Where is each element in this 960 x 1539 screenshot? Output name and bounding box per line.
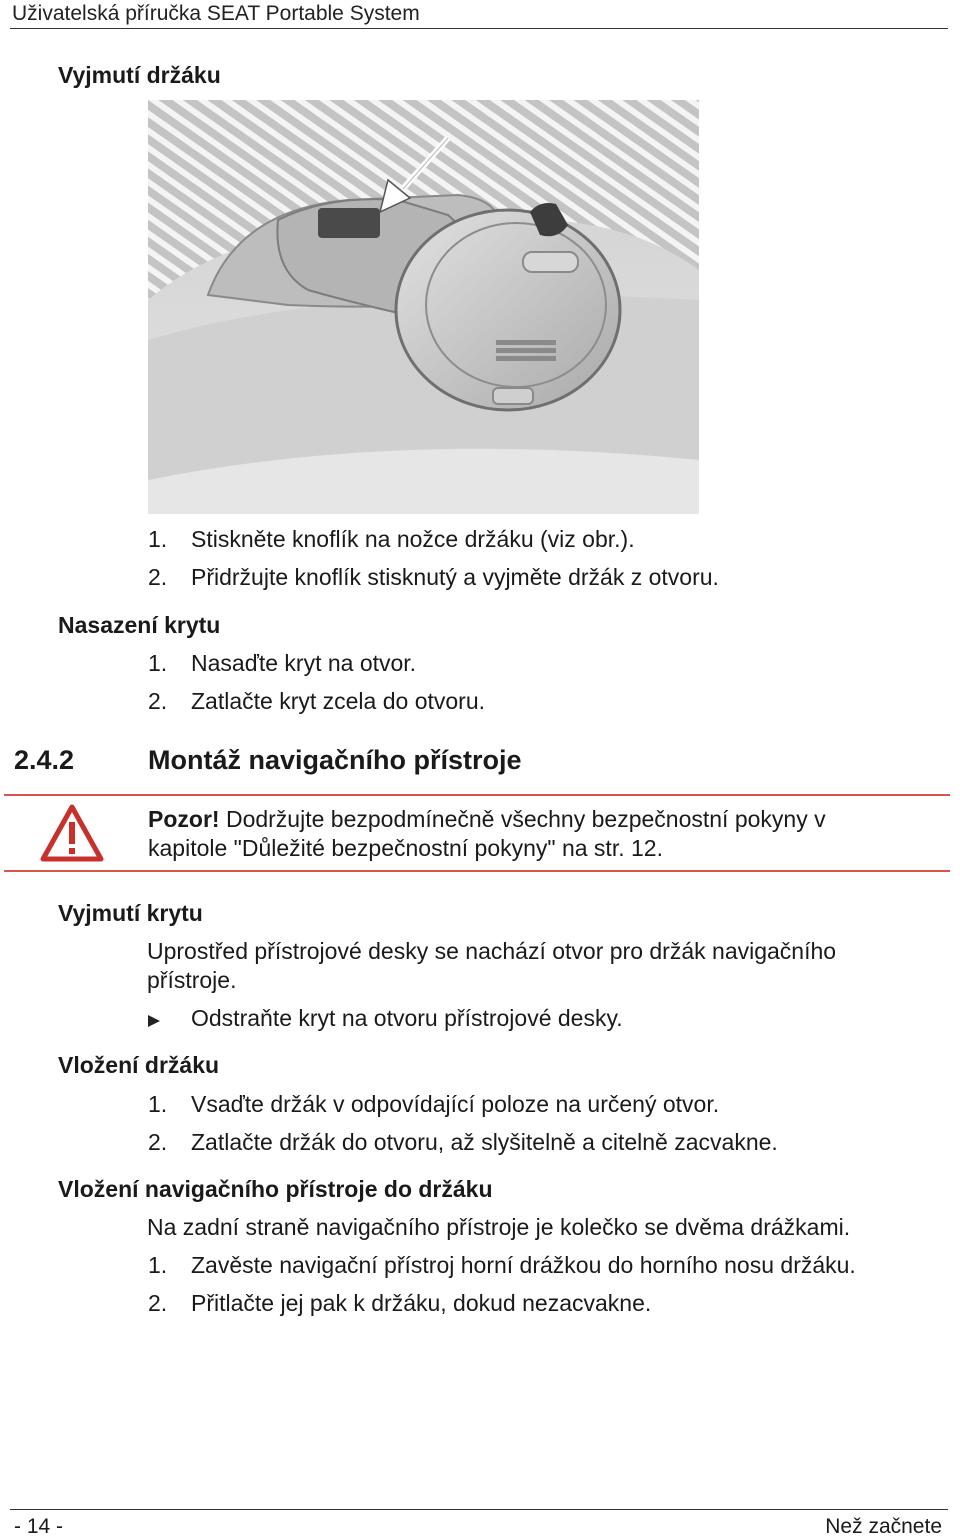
document-header: Uživatelská příručka SEAT Portable System	[12, 2, 420, 25]
holder-removal-illustration	[148, 100, 699, 514]
warning-top-rule	[4, 794, 950, 796]
step-number: 1.	[148, 1252, 168, 1278]
heading-nasazeni-krytu: Nasazení krytu	[58, 612, 221, 638]
heading-vyjmuti-krytu: Vyjmutí krytu	[58, 900, 203, 926]
step-number: 2.	[148, 564, 168, 590]
step-number: 2.	[148, 688, 168, 714]
section-title: Montáž navigačního přístroje	[148, 745, 522, 775]
heading-vlozeni-drzaku: Vložení držáku	[58, 1052, 220, 1078]
step-text: Stiskněte knoflík na nožce držáku (viz obr.).	[191, 526, 635, 552]
step-number: 1.	[148, 1091, 168, 1117]
heading-vyjmuti-drzaku: Vyjmutí držáku	[58, 62, 221, 88]
footer-rule	[10, 1509, 948, 1510]
step-text: Přidržujte knoflík stisknutý a vyjměte držák z otvoru.	[191, 564, 719, 590]
step-number: 1.	[148, 650, 168, 676]
chapter-name: Než začnete	[825, 1515, 942, 1538]
holder-illustration-svg	[148, 100, 699, 514]
paragraph-line: Na zadní straně navigačního přístroje je kolečko se dvěma drážkami.	[147, 1214, 851, 1240]
paragraph-line: Uprostřed přístrojové desky se nachází otvor pro držák navigačního	[147, 938, 837, 964]
warning-text	[148, 805, 826, 834]
bullet-text: Odstraňte kryt na otvoru přístrojové desky.	[191, 1005, 623, 1031]
step-text: Přitlačte jej pak k držáku, dokud nezacvakne.	[191, 1290, 652, 1316]
step-text: Zatlačte držák do otvoru, až slyšitelně a citelně zacvakne.	[191, 1129, 778, 1155]
step-text: Nasaďte kryt na otvor.	[191, 650, 417, 676]
heading-vlozeni-pristroje: Vložení navigačního přístroje do držáku	[58, 1176, 493, 1202]
warning-line1: Dodržujte bezpodmínečně všechny bezpečnostní pokyny v	[219, 806, 826, 832]
header-rule	[10, 28, 948, 29]
step-number: 1.	[148, 526, 168, 552]
step-text: Vsaďte držák v odpovídající poloze na určený otvor.	[191, 1091, 720, 1117]
warning-bottom-rule	[4, 870, 950, 872]
step-text: Zavěste navigační přístroj horní drážkou do horního nosu držáku.	[191, 1252, 856, 1278]
step-number: 2.	[148, 1129, 168, 1155]
warning-line2: kapitole "Důležité bezpečnostní pokyny" na str. 12.	[148, 835, 663, 861]
section-number: 2.4.2	[14, 745, 75, 775]
bullet-arrow-icon	[148, 1014, 160, 1028]
page-number: - 14 -	[14, 1515, 64, 1538]
step-number: 2.	[148, 1290, 168, 1316]
warning-label: Pozor!	[148, 806, 220, 832]
step-text: Zatlačte kryt zcela do otvoru.	[191, 688, 486, 714]
warning-triangle-icon	[40, 804, 104, 862]
paragraph-line: přístroje.	[147, 967, 237, 993]
